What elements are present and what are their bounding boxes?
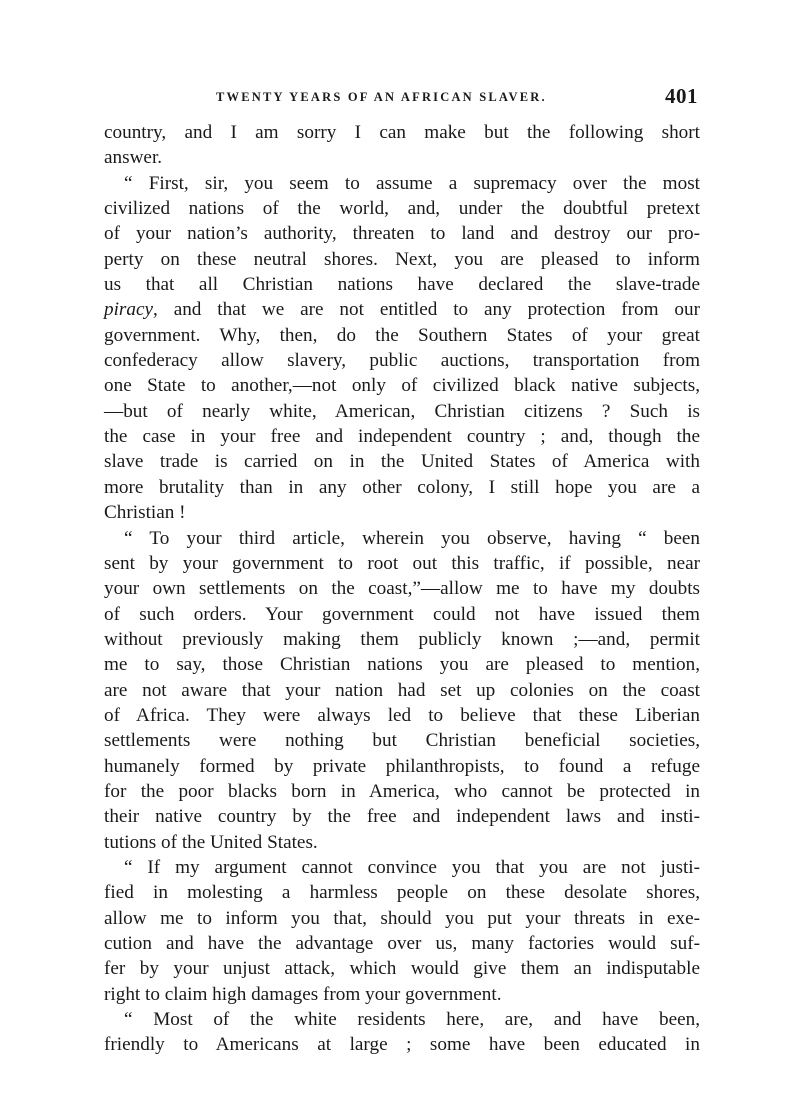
text-line: right to claim high damages from your government. bbox=[104, 983, 502, 1005]
paragraph-4 bbox=[104, 855, 700, 1007]
text-line: government. Why, then, do the Southern States of your great bbox=[104, 324, 700, 346]
text-line: friendly to Americans at large ; some have been educated in bbox=[104, 1034, 700, 1056]
text-line: “ Most of the white residents here, are, and have been, bbox=[124, 1009, 700, 1031]
text-line: allow me to inform you that, should you put your threats in exe- bbox=[104, 907, 700, 929]
text-line: “ To your third article, wherein you observe, having “ been bbox=[124, 527, 700, 549]
text-line: confederacy allow slavery, public auctions, transportation from bbox=[104, 350, 700, 372]
line-rest: , and that we are not entitled to any protection from our bbox=[153, 299, 700, 321]
text-line: me to say, those Christian nations you are pleased to mention, bbox=[104, 654, 700, 676]
text-line: of Africa. They were always led to believe that these Liberian bbox=[104, 704, 700, 726]
text-line bbox=[104, 297, 700, 322]
text-line: us that all Christian nations have declared the slave-trade bbox=[104, 274, 700, 296]
text-line: one State to another,—not only of civilized black native subjects, bbox=[104, 375, 700, 397]
paragraph-3 bbox=[104, 526, 700, 855]
running-title: TWENTY YEARS OF AN AFRICAN SLAVER. bbox=[216, 90, 547, 104]
text-line: tutions of the United States. bbox=[104, 831, 318, 853]
text-line: more brutality than in any other colony, I still hope you are a bbox=[104, 476, 700, 498]
text-line: —but of nearly white, American, Christian citizens ? Such is bbox=[104, 400, 700, 422]
book-page bbox=[104, 84, 700, 1058]
text-line: the case in your free and independent country ; and, though the bbox=[104, 426, 700, 448]
text-line: sent by your government to root out this traffic, if possible, near bbox=[104, 552, 700, 574]
text-line: their native country by the free and independent laws and insti- bbox=[104, 806, 700, 828]
text-line: civilized nations of the world, and, under the doubtful pretext bbox=[104, 198, 700, 220]
text-line: “ If my argument cannot convince you that you are not justi- bbox=[124, 856, 700, 878]
text-line: fied in molesting a harmless people on these desolate shores, bbox=[104, 882, 700, 904]
page-number: 401 bbox=[665, 84, 698, 108]
text-line: without previously making them publicly known ;—and, permit bbox=[104, 628, 700, 650]
paragraph-5 bbox=[104, 1007, 700, 1058]
text-line: perty on these neutral shores. Next, you are pleased to inform bbox=[104, 248, 700, 270]
text-line: are not aware that your nation had set up colonies on the coast bbox=[104, 679, 700, 701]
text-line: settlements were nothing but Christian beneficial societies, bbox=[104, 730, 700, 752]
text-line: Christian ! bbox=[104, 502, 186, 524]
text-line: of your nation’s authority, threaten to land and destroy our pro- bbox=[104, 223, 700, 245]
text-line: cution and have the advantage over us, many factories would suf- bbox=[104, 933, 700, 954]
paragraph-2 bbox=[104, 171, 700, 526]
text-line: “ First, sir, you seem to assume a supremacy over the most bbox=[124, 172, 700, 194]
text-line: humanely formed by private philanthropists, to found a refuge bbox=[104, 755, 700, 777]
text-line: fer by your unjust attack, which would give them an indisputable bbox=[104, 958, 700, 980]
italic-word: piracy bbox=[104, 299, 154, 321]
text-line: for the poor blacks born in America, who cannot be protected in bbox=[104, 780, 700, 802]
text-line: your own settlements on the coast,”—allow me to have my doubts bbox=[104, 578, 700, 600]
text-line: country, and I am sorry I can make but the following short bbox=[104, 122, 700, 143]
text-line: of such orders. Your government could not have issued them bbox=[104, 603, 700, 625]
text-line: slave trade is carried on in the United States of America with bbox=[104, 451, 700, 473]
paragraph-1 bbox=[104, 120, 700, 171]
text-line: answer. bbox=[104, 147, 163, 169]
running-head bbox=[104, 84, 700, 110]
